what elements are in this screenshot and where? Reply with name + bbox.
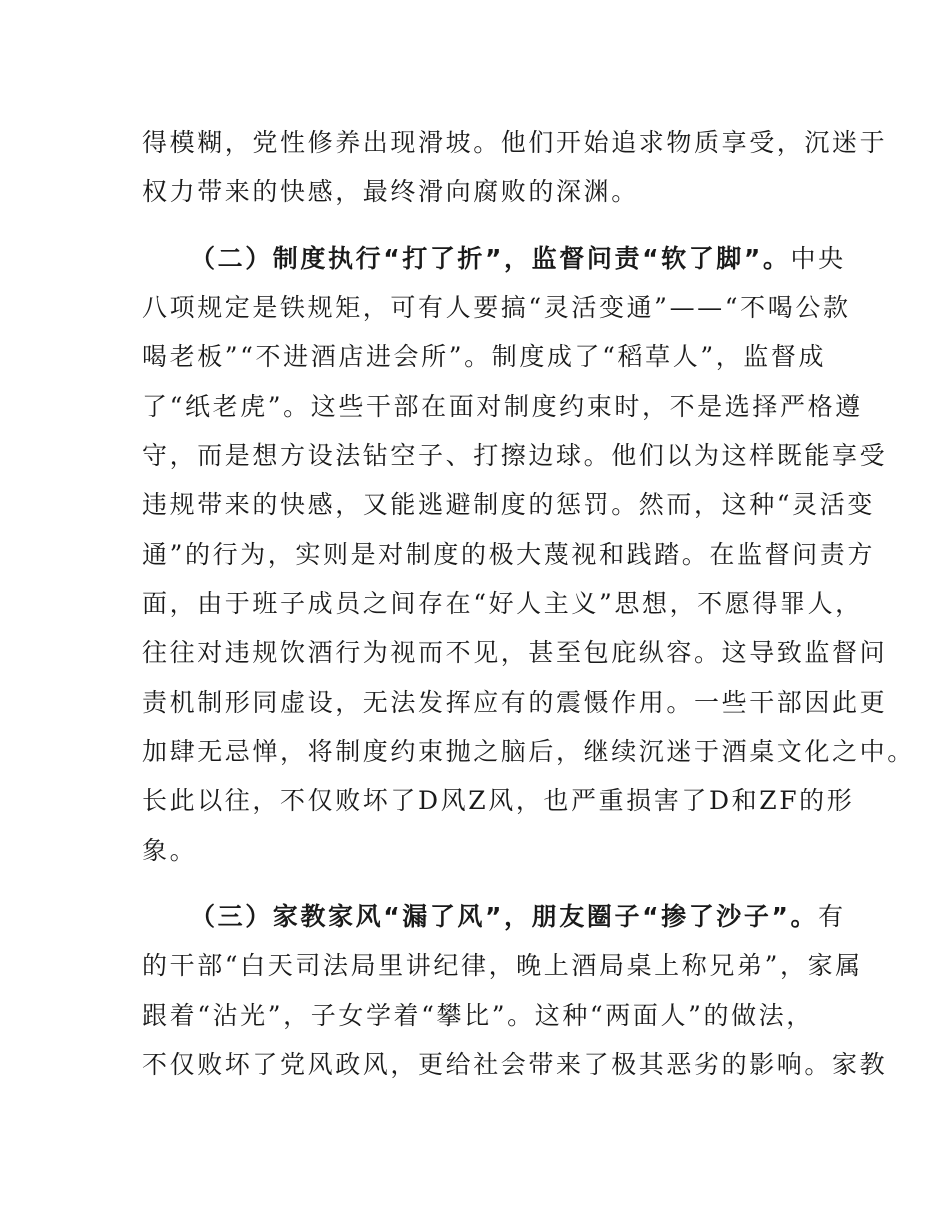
text-line: 守，而是想方设法钻空子、打擦边球。他们以为这样既能享受 — [142, 441, 888, 470]
text-line: 长此以往，不仅败坏了D风Z风，也严重损害了D和ZF的形 — [142, 786, 855, 815]
text-line: 通”的行为，实则是对制度的极大蔑视和践踏。在监督问责方 — [142, 540, 875, 569]
text-line: 不仅败坏了党风政风，更给社会带来了极其恶劣的影响。家教 — [142, 1050, 888, 1079]
heading-trailing-text: 中央 — [790, 244, 846, 273]
section-heading-2 — [190, 244, 846, 274]
text-line: 的干部“白天司法局里讲纪律，晚上酒局桌上称兄弟”，家属 — [142, 951, 863, 980]
text-line: 了“纸老虎”。这些干部在面对制度约束时，不是选择严格遵 — [142, 392, 863, 421]
text-line: 跟着“沾光”，子女学着“攀比”。这种“两面人”的做法， — [142, 1001, 814, 1030]
heading-trailing-text: 有 — [818, 902, 846, 931]
section-heading-3 — [190, 902, 846, 932]
text-line: 喝老板”“不进酒店进会所”。制度成了“稻草人”，监督成 — [142, 342, 827, 371]
text-line: 往往对违规饮酒行为视而不见，甚至包庇纵容。这导致监督问 — [142, 638, 888, 667]
text-line: 象。 — [142, 836, 198, 865]
text-line: 权力带来的快感，最终滑向腐败的深渊。 — [142, 177, 639, 206]
text-line: 面，由于班子成员之间存在“好人主义”思想，不愿得罪人， — [142, 589, 863, 618]
text-line: 得模糊，党性修养出现滑坡。他们开始追求物质享受，沉迷于 — [142, 128, 888, 157]
text-line: 八项规定是铁规矩，可有人要搞“灵活变通”——“不喝公款 — [142, 293, 851, 322]
text-line: 违规带来的快感，又能逃避制度的惩罚。然而，这种“灵活变 — [142, 490, 875, 519]
text-line: 加肆无忌惮，将制度约束抛之脑后，继续沉迷于酒桌文化之中。 — [142, 737, 915, 766]
heading-bold-text: （三）家教家风“漏了风”，朋友圈子“掺了沙子”。 — [190, 902, 819, 931]
text-line: 责机制形同虚设，无法发挥应有的震慑作用。一些干部因此更 — [142, 688, 888, 717]
heading-bold-text: （二）制度执行“打了折”，监督问责“软了脚”。 — [190, 244, 791, 273]
